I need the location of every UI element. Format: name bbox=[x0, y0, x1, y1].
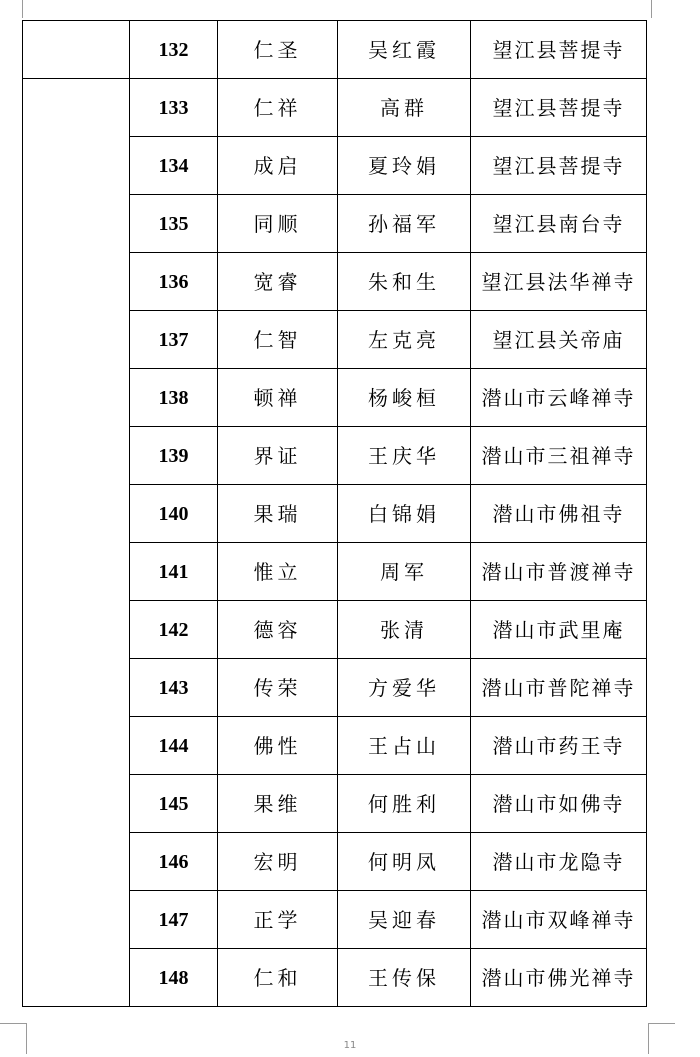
lay-name-cell: 孙福军 bbox=[338, 195, 471, 253]
table-row bbox=[23, 21, 647, 79]
temple-cell: 潜山市云峰禅寺 bbox=[471, 369, 647, 427]
roster-table bbox=[22, 20, 647, 1007]
lay-name-cell: 张清 bbox=[338, 601, 471, 659]
row-number: 145 bbox=[130, 775, 218, 833]
lay-name-cell: 王传保 bbox=[338, 949, 471, 1007]
group-cell bbox=[23, 79, 130, 1007]
dharma-name-cell: 宽睿 bbox=[218, 253, 338, 311]
row-number: 140 bbox=[130, 485, 218, 543]
lay-name-cell: 吴迎春 bbox=[338, 891, 471, 949]
temple-cell: 望江县南台寺 bbox=[471, 195, 647, 253]
dharma-name-cell: 传荣 bbox=[218, 659, 338, 717]
dharma-name-cell: 德容 bbox=[218, 601, 338, 659]
dharma-name-cell: 成启 bbox=[218, 137, 338, 195]
dharma-name-cell: 界证 bbox=[218, 427, 338, 485]
row-number: 138 bbox=[130, 369, 218, 427]
crop-mark-top-left bbox=[0, 0, 23, 18]
row-number: 137 bbox=[130, 311, 218, 369]
lay-name-cell: 朱和生 bbox=[338, 253, 471, 311]
dharma-name-cell: 宏明 bbox=[218, 833, 338, 891]
dharma-name-cell: 果维 bbox=[218, 775, 338, 833]
temple-cell: 潜山市药王寺 bbox=[471, 717, 647, 775]
lay-name-cell: 王占山 bbox=[338, 717, 471, 775]
row-number: 147 bbox=[130, 891, 218, 949]
row-number: 148 bbox=[130, 949, 218, 1007]
temple-cell: 望江县菩提寺 bbox=[471, 137, 647, 195]
temple-cell: 望江县法华禅寺 bbox=[471, 253, 647, 311]
lay-name-cell: 杨峻桓 bbox=[338, 369, 471, 427]
temple-cell: 潜山市双峰禅寺 bbox=[471, 891, 647, 949]
row-number: 135 bbox=[130, 195, 218, 253]
row-number: 146 bbox=[130, 833, 218, 891]
lay-name-cell: 方爱华 bbox=[338, 659, 471, 717]
temple-cell: 潜山市佛光禅寺 bbox=[471, 949, 647, 1007]
dharma-name-cell: 果瑞 bbox=[218, 485, 338, 543]
lay-name-cell: 左克亮 bbox=[338, 311, 471, 369]
lay-name-cell: 王庆华 bbox=[338, 427, 471, 485]
temple-cell: 望江县菩提寺 bbox=[471, 21, 647, 79]
group-cell bbox=[23, 21, 130, 79]
temple-cell: 潜山市佛祖寺 bbox=[471, 485, 647, 543]
lay-name-cell: 高群 bbox=[338, 79, 471, 137]
lay-name-cell: 吴红霞 bbox=[338, 21, 471, 79]
dharma-name-cell: 顿禅 bbox=[218, 369, 338, 427]
dharma-name-cell: 仁和 bbox=[218, 949, 338, 1007]
temple-cell: 望江县菩提寺 bbox=[471, 79, 647, 137]
lay-name-cell: 夏玲娟 bbox=[338, 137, 471, 195]
page-number: 11 bbox=[343, 1040, 357, 1051]
temple-cell: 潜山市普陀禅寺 bbox=[471, 659, 647, 717]
row-number: 133 bbox=[130, 79, 218, 137]
temple-cell: 潜山市三祖禅寺 bbox=[471, 427, 647, 485]
row-number: 134 bbox=[130, 137, 218, 195]
dharma-name-cell: 惟立 bbox=[218, 543, 338, 601]
dharma-name-cell: 仁智 bbox=[218, 311, 338, 369]
dharma-name-cell: 正学 bbox=[218, 891, 338, 949]
temple-cell: 潜山市武里庵 bbox=[471, 601, 647, 659]
dharma-name-cell: 仁圣 bbox=[218, 21, 338, 79]
lay-name-cell: 何明凤 bbox=[338, 833, 471, 891]
temple-cell: 望江县关帝庙 bbox=[471, 311, 647, 369]
lay-name-cell: 周军 bbox=[338, 543, 471, 601]
row-number: 144 bbox=[130, 717, 218, 775]
lay-name-cell: 白锦娟 bbox=[338, 485, 471, 543]
lay-name-cell: 何胜利 bbox=[338, 775, 471, 833]
temple-cell: 潜山市龙隐寺 bbox=[471, 833, 647, 891]
dharma-name-cell: 同顺 bbox=[218, 195, 338, 253]
row-number: 136 bbox=[130, 253, 218, 311]
crop-mark-top-right bbox=[651, 0, 674, 18]
temple-cell: 潜山市如佛寺 bbox=[471, 775, 647, 833]
dharma-name-cell: 佛性 bbox=[218, 717, 338, 775]
temple-cell: 潜山市普渡禅寺 bbox=[471, 543, 647, 601]
row-number: 143 bbox=[130, 659, 218, 717]
row-number: 142 bbox=[130, 601, 218, 659]
row-number: 132 bbox=[130, 21, 218, 79]
table-row bbox=[23, 79, 647, 137]
row-number: 139 bbox=[130, 427, 218, 485]
row-number: 141 bbox=[130, 543, 218, 601]
dharma-name-cell: 仁祥 bbox=[218, 79, 338, 137]
